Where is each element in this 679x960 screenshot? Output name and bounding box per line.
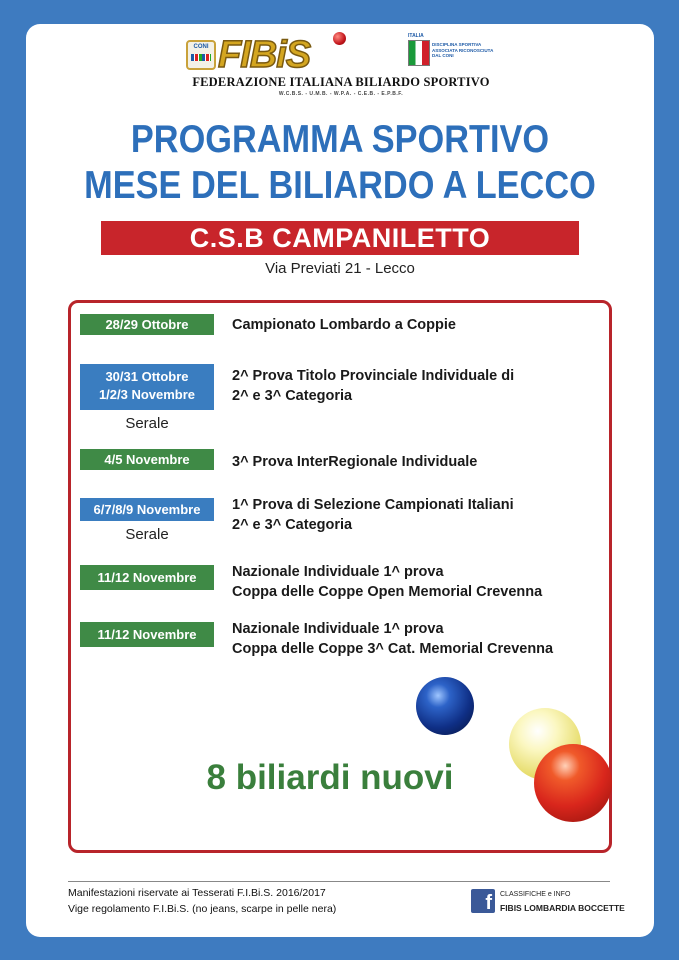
event-date-line-1: 30/31 Ottobre <box>105 369 189 384</box>
italian-flag-icon <box>408 40 430 66</box>
blue-billiard-ball-icon <box>416 677 474 735</box>
event-title-line-1: Nazionale Individuale 1^ prova <box>232 564 444 580</box>
coni-logo-icon <box>186 40 216 70</box>
event-date <box>80 364 214 410</box>
event-date: 28/29 Ottobre <box>80 314 214 335</box>
event-title: Campionato Lombardo a Coppie <box>232 317 456 333</box>
federation-name: FEDERAZIONE ITALIANA BILIARDO SPORTIVO <box>192 75 490 89</box>
event-title-line-2: 2^ e 3^ Categoria <box>232 517 353 533</box>
facebook-icon[interactable]: f <box>471 889 495 913</box>
fibis-wordmark: FIBiS <box>218 34 311 76</box>
disciplina-text: DISCIPLINA SPORTIVA ASSOCIATA RICONOSCIUTA DAL CONI <box>432 42 494 58</box>
event-title-line-2: 2^ e 3^ Categoria <box>232 388 353 404</box>
facebook-page-name[interactable]: FIBIS LOMBARDIA BOCCETTE <box>500 903 625 913</box>
serale-label: Serale <box>125 415 169 432</box>
event-title <box>232 619 602 659</box>
title-line-2: MESE DEL BILIARDO A LECCO <box>84 164 596 207</box>
event-date: 4/5 Novembre <box>80 449 214 470</box>
event-title-line-2: Coppa delle Coppe 3^ Cat. Memorial Crevenna <box>232 641 554 657</box>
red-billiard-ball-icon <box>534 744 612 822</box>
event-title: 3^ Prova InterRegionale Individuale <box>232 454 478 470</box>
event-date: 6/7/8/9 Novembre <box>80 498 214 521</box>
facebook-label-small: CLASSIFICHE e INFO <box>500 891 571 898</box>
sub-organizations: W.C.B.S. - U.M.B. - W.P.A. - C.E.B. - E.P.B.F. <box>278 91 404 97</box>
title-line-1: PROGRAMMA SPORTIVO <box>130 118 550 161</box>
event-title <box>232 562 602 602</box>
event-date-line-2: 1/2/3 Novembre <box>98 387 196 402</box>
event-title-line-1: 1^ Prova di Selezione Campionati Italiani <box>232 497 514 513</box>
olympic-rings-icon <box>191 54 211 61</box>
event-title <box>232 366 602 406</box>
coni-label: CONI <box>193 44 209 50</box>
event-title-line-1: 2^ Prova Titolo Provinciale Individuale di <box>232 368 515 384</box>
venue-banner: C.S.B CAMPANILETTO <box>101 221 579 255</box>
event-title <box>232 495 602 535</box>
event-date: 11/12 Novembre <box>80 622 214 647</box>
highlight-text: 8 biliardi nuovi <box>206 758 454 797</box>
event-title-line-1: Nazionale Individuale 1^ prova <box>232 621 444 637</box>
event-title-line-2: Coppa delle Coppe Open Memorial Crevenna <box>232 584 543 600</box>
footer-note-1: Manifestazioni riservate ai Tesserati F.I.Bi.S. 2016/2017 <box>68 887 326 899</box>
event-date: 11/12 Novembre <box>80 565 214 590</box>
footer-note-2: Vige regolamento F.I.Bi.S. (no jeans, scarpe in pelle nera) <box>68 903 337 915</box>
italia-label: ITALIA <box>408 33 424 39</box>
red-ball-icon <box>333 32 346 45</box>
venue-address: Via Previati 21 - Lecco <box>265 260 415 277</box>
serale-label: Serale <box>125 526 169 543</box>
footer-divider <box>68 881 610 882</box>
